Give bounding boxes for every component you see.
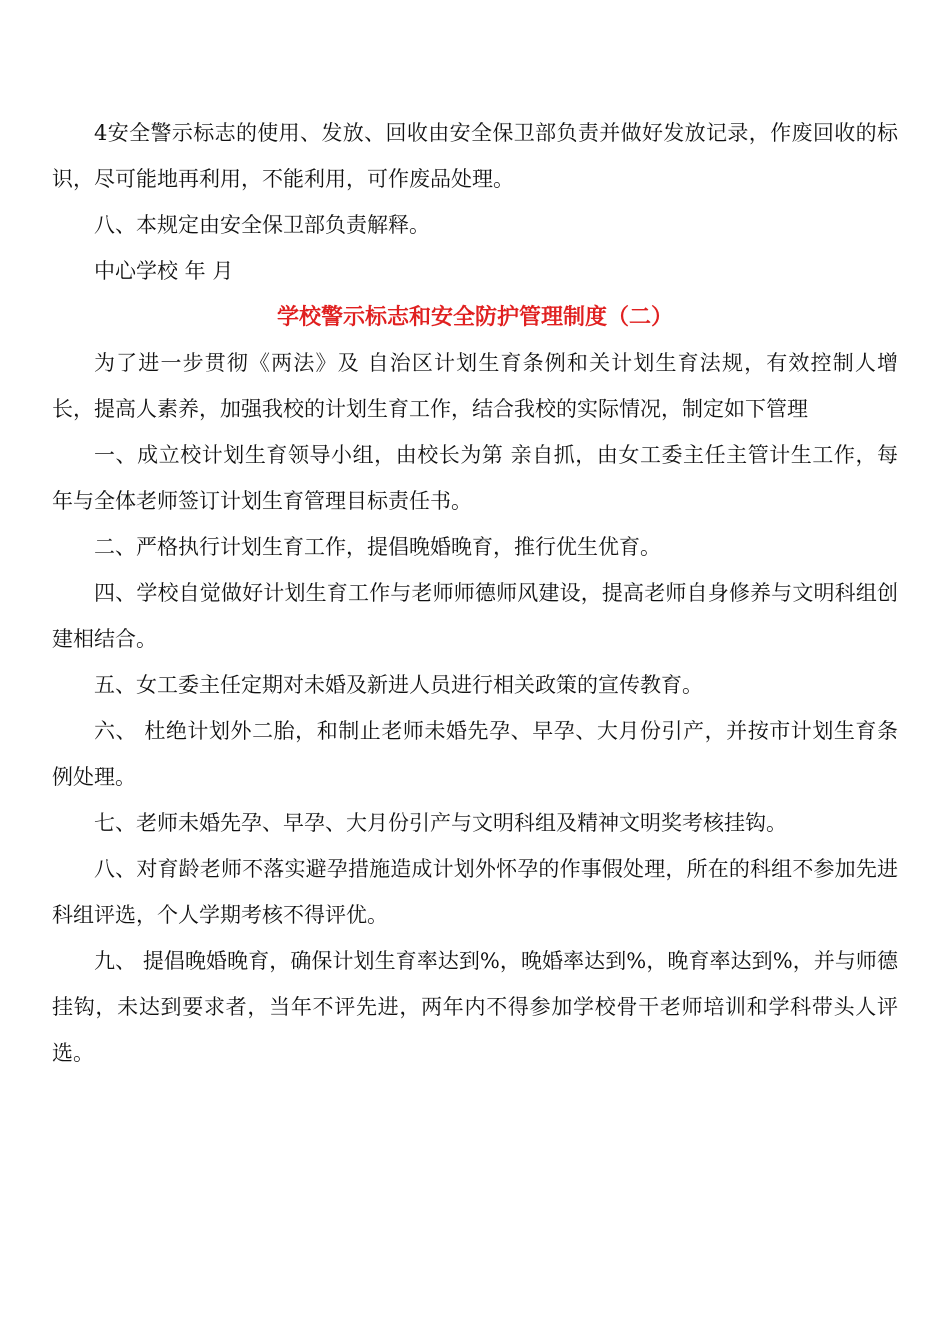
signature-line: 中心学校 年 月: [94, 259, 234, 283]
document-title: 学校警示标志和安全防护管理制度（二）: [276, 304, 673, 330]
paragraph-item-1: 一、成立校计划生育领导小组，由校长为第 亲自抓，由女工委主任主管计生工作，每年与全体老师签订计划生育管理目标责任书。: [52, 443, 898, 513]
paragraph-item-5: 五、女工委主任定期对未婚及新进人员进行相关政策的宣传教育。: [94, 673, 703, 697]
paragraph-interpretation-clause: 八、本规定由安全保卫部负责解释。: [94, 213, 430, 237]
paragraph-intro: 为了进一步贯彻《两法》及 自治区计划生育条例和关计划生育法规，有效控制人增长，提高人素养，加强我校的计划生育工作，结合我校的实际情况，制定如下管理: [52, 351, 898, 421]
paragraph-item-8: 八、对育龄老师不落实避孕措施造成计划外怀孕的作事假处理，所在的科组不参加先进科组评选，个人学期考核不得评优。: [52, 857, 898, 927]
paragraph-item-4: 四、学校自觉做好计划生育工作与老师师德师风建设，提高老师自身修养与文明科组创建相结合。: [52, 581, 898, 651]
paragraph-item-9: 九、 提倡晚婚晚育，确保计划生育率达到%，晚婚率达到%，晚育率达到%，并与师德挂钩，未达到要求者，当年不评先进，两年内不得参加学校骨干老师培训和学科带头人评选。: [52, 949, 898, 1065]
paragraph-item-7: 七、老师未婚先孕、早孕、大月份引产与文明科组及精神文明奖考核挂钩。: [94, 811, 787, 835]
paragraph-warning-sign-item-4: 4安全警示标志的使用、发放、回收由安全保卫部负责并做好发放记录，作废回收的标识，尽可能地再利用，不能利用，可作废品处理。: [52, 121, 898, 191]
document-body: [52, 110, 898, 1076]
paragraph-item-6: 六、 杜绝计划外二胎，和制止老师未婚先孕、早孕、大月份引产，并按市计划生育条例处理。: [52, 719, 898, 789]
paragraph-item-2: 二、严格执行计划生育工作，提倡晚婚晚育，推行优生优育。: [94, 535, 661, 559]
